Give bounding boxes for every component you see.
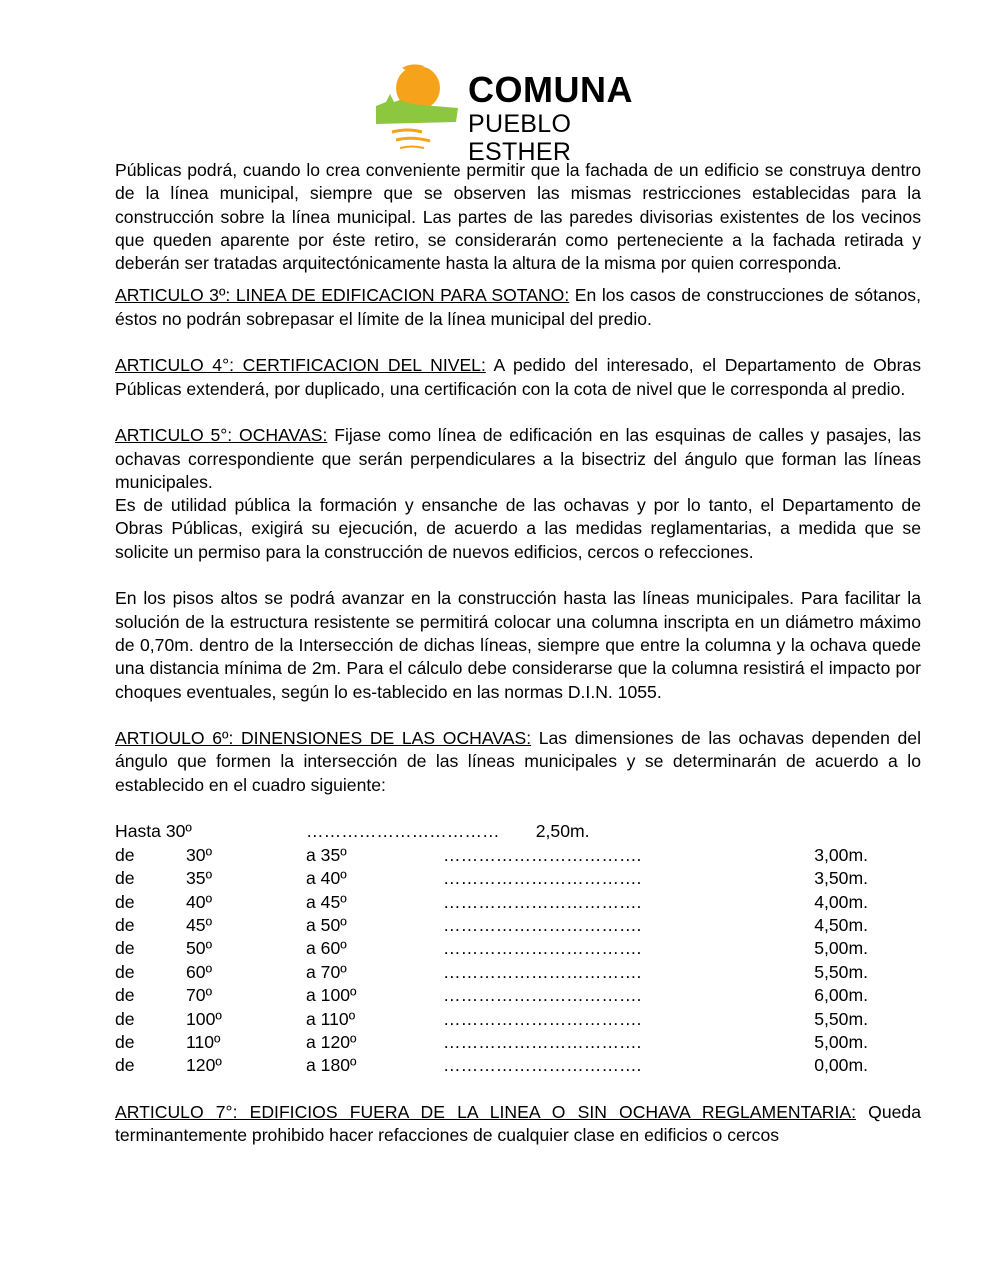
- cell-dots: …………………………….: [443, 891, 642, 912]
- cell-from: 30º: [186, 844, 212, 865]
- article-7: ARTICULO 7°: EDIFICIOS FUERA DE LA LINEA O SIN OCHAVA REGLAMENTARIA: Queda terminantemente prohibido hacer refacciones de cualquier clase en edificios o cercos: [115, 1102, 921, 1146]
- table-row: [115, 1054, 868, 1077]
- cell-from: 50º: [186, 938, 212, 959]
- cell-to: a 180º: [306, 1055, 357, 1076]
- cell-from: 35º: [186, 868, 212, 889]
- cell-to: a 60º: [306, 938, 347, 959]
- article-4: ARTICULO 4°: CERTIFICACION DEL NIVEL: A pedido del interesado, el Departamento de Obras Públicas extenderá, por duplicado, una certificación con la cota de nivel que le corresponda al predio.: [115, 355, 922, 399]
- article-heading: ARTICULO 7°: EDIFICIOS FUERA DE LA LINEA O SIN OCHAVA REGLAMENTARIA:: [115, 1102, 857, 1123]
- cell-dots: …………………………….: [443, 844, 642, 865]
- article-heading: ARTIOULO 6º: DINENSIONES DE LAS OCHAVAS:: [115, 728, 532, 749]
- table-row: [115, 867, 868, 890]
- cell-to: a 40º: [306, 868, 347, 889]
- cell-dots: …………………………….: [443, 985, 642, 1006]
- cell-de: de: [115, 1031, 135, 1052]
- ochava-dimensions-table: [115, 820, 590, 843]
- cell-from: 110º: [186, 1031, 221, 1052]
- cell-de: de: [115, 1055, 135, 1076]
- cell-from: 60º: [186, 961, 212, 982]
- ochava-dimensions-rows: [115, 844, 868, 1078]
- cell-dots: …………………………….: [443, 1031, 642, 1052]
- cell-to: a 50º: [306, 914, 347, 935]
- cell-from: 120º: [186, 1055, 222, 1076]
- cell-from: 70º: [186, 985, 212, 1006]
- cell-value: 3,00m.: [814, 844, 868, 865]
- article-5: ARTICULO 5°: OCHAVAS: Fijase como línea de edificación en las esquinas de calles y pasajes, las ochavas correspondiente que serán perpendiculares a la bisectriz del ángulo que forman las líneas municipales.: [115, 425, 921, 492]
- cell-dots: …………………………….: [443, 914, 642, 935]
- cell-value: 5,00m.: [814, 1031, 868, 1052]
- table-row: [115, 1031, 868, 1054]
- table-row: [115, 984, 868, 1007]
- article-6: ARTIOULO 6º: DINENSIONES DE LAS OCHAVAS: Las dimensiones de las ochavas dependen del ángulo que formen la intersección de las líneas municipales y se determinarán de acuerdo a lo establecido en el cuadro siguiente:: [115, 728, 921, 795]
- document-body: [115, 159, 921, 1148]
- cell-to: a 100º: [306, 985, 357, 1006]
- cell-from: 45º: [186, 914, 212, 935]
- cell-value: 3,50m.: [814, 868, 868, 889]
- cell-de: de: [115, 844, 135, 865]
- cell-de: de: [115, 891, 135, 912]
- cell-from: 40º: [186, 891, 212, 912]
- table-row: [115, 961, 868, 984]
- article-3: ARTICULO 3º: LINEA DE EDIFICACION PARA SOTANO: En los casos de construcciones de sótanos, éstos no podrán sobrepasar el límite de la línea municipal del predio.: [115, 285, 921, 329]
- article-heading: ARTICULO 5°: OCHAVAS:: [115, 425, 328, 446]
- cell-to: a 110º: [306, 1008, 356, 1029]
- cell-de: de: [115, 961, 135, 982]
- cell-dots: …………………………….: [443, 1055, 642, 1076]
- logo-subtitle: PUEBLO ESTHER: [468, 110, 572, 166]
- cell-de: de: [115, 985, 135, 1006]
- logo-title: COMUNA: [468, 69, 633, 110]
- paragraph: En los pisos altos se podrá avanzar en la construcción hasta las líneas municipales. Para facilitar la solución de la estructura resistente se permitirá colocar una columna inscripta en un diámetro máximo de 0,70m. dentro de la Intersección de dichas líneas, siempre que entre la columna y la ochava quede una distancia mínima de 2m. Para el cálculo debe considerarse que la columna resistirá el impacto por choques eventuales, según lo es-tablecido en las normas D.I.N. 1055.: [115, 588, 921, 702]
- cell-value: 5,50m.: [814, 1008, 868, 1029]
- cell-to: a 45º: [306, 891, 347, 912]
- cell-value: 4,50m.: [814, 914, 868, 935]
- cell-de: de: [115, 868, 135, 889]
- cell-value: 5,50m.: [814, 961, 868, 982]
- comuna-logo: [372, 62, 667, 166]
- cell-dots: …………………………….: [443, 1008, 642, 1029]
- sun-landscape-icon: [372, 62, 464, 152]
- cell-de: de: [115, 1008, 135, 1029]
- table-row: [115, 844, 868, 867]
- cell-dots: …………………………….: [443, 961, 642, 982]
- table-row: [115, 937, 868, 960]
- table-row: [115, 914, 868, 937]
- cell-to: a 120º: [306, 1031, 357, 1052]
- cell-de: de: [115, 914, 135, 935]
- cell-value: 5,00m.: [814, 938, 868, 959]
- cell-dots: …………………………….: [443, 938, 642, 959]
- cell-value: 6,00m.: [814, 985, 868, 1006]
- article-heading: ARTICULO 4°: CERTIFICACION DEL NIVEL:: [115, 355, 486, 376]
- cell-to: a 70º: [306, 961, 347, 982]
- cell-de: de: [115, 938, 135, 959]
- table-row: [115, 891, 868, 914]
- paragraph: Públicas podrá, cuando lo crea conveniente permitir que la fachada de un edificio se construya dentro de la línea municipal, siempre que se observen las mismas restricciones establecidas para la construcción sobre la línea municipal. Las partes de las paredes divisorias existentes de los vecinos que queden aparente por éste retiro, se considerarán como perteneciente a la fachada retirada y deberán ser tratadas arquitectónicamente hasta la altura de la misma por quien corresponda.: [115, 160, 921, 274]
- cell-value: 0,00m.: [814, 1055, 868, 1076]
- article-heading: ARTICULO 3º: LINEA DE EDIFICACION PARA SOTANO:: [115, 285, 570, 306]
- cell-dots: …………………………….: [443, 868, 642, 889]
- table-row: Hasta 30º …………………………… 2,50m.: [115, 821, 590, 842]
- cell-from: 100º: [186, 1008, 222, 1029]
- table-row: [115, 1008, 868, 1031]
- cell-value: 4,00m.: [814, 891, 868, 912]
- cell-to: a 35º: [306, 844, 347, 865]
- paragraph: Es de utilidad pública la formación y ensanche de las ochavas y por lo tanto, el Departamento de Obras Públicas, exigirá su ejecución, de acuerdo a las medidas reglamentarias, a medida que se solicite un permiso para la construcción de nuevos edificios, cercos o refecciones.: [115, 495, 921, 562]
